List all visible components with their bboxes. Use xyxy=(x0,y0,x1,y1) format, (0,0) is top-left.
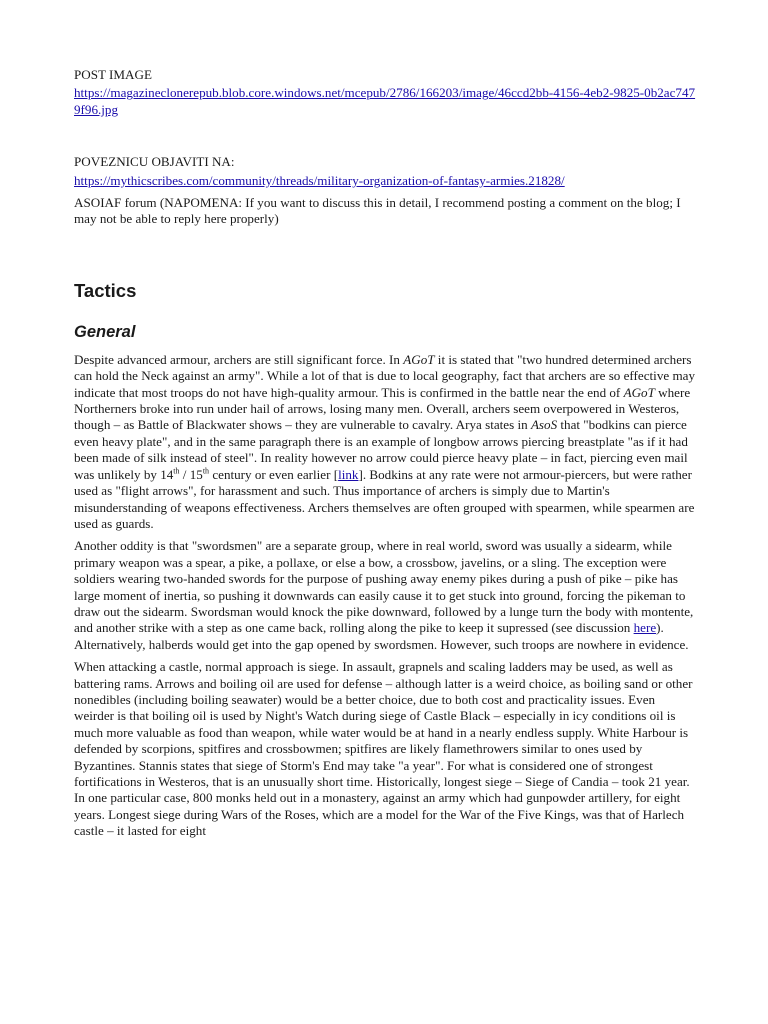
text-run: ]. Bodkins at any rate were not armour-piercers, but were rather used as "flight arrows", for harassment and such. Thus importance of archers is simply due to Martin's misunderstanding of weapons effectiveness. Archers themselves are often grouped with spearmen, while spearmen are used as guards. xyxy=(74,466,695,531)
forum-note: ASOIAF forum (NAPOMENA: If you want to discuss this in detail, I recommend posting a comment on the blog; I may not be able to reply here properly) xyxy=(74,195,681,227)
subsection-heading-general: General xyxy=(74,322,136,341)
text-run: / 15 xyxy=(179,466,203,482)
text-run: where Northerners broke into run under hail of arrows, losing many men. Overall, archers seem overpowered in Westeros, though – as Battle of Blackwater shows – they are vulnerable to cavalry. Arya states in xyxy=(74,384,691,433)
book-title-italic: AsoS xyxy=(530,417,558,433)
share-link-url-paragraph xyxy=(74,173,696,189)
spacer xyxy=(74,118,696,154)
post-image-url-paragraph xyxy=(74,85,696,118)
post-image-link[interactable]: https://magazineclonerepub.blob.core.windows.net/mcepub/2786/166203/image/46ccd2bb-4156-4eb2-9825-0b2ac7479f96.jpg xyxy=(74,85,696,117)
share-link-label: POVEZNICU OBJAVITI NA: xyxy=(74,154,235,170)
text-run: century or even earlier [ xyxy=(209,466,339,482)
superscript: th xyxy=(202,466,210,476)
text-run: ). Alternatively, halberds would get into the gap opened by swordsmen. However, such troops are nowhere in evidence. xyxy=(74,620,689,652)
book-title-italic: AGoT xyxy=(403,351,435,367)
section-heading-tactics: Tactics xyxy=(74,279,137,301)
text-run: Despite advanced armour, archers are still significant force. In xyxy=(74,351,404,367)
text-run: Another oddity is that "swordsmen" are a separate group, where in real world, sword was usually a sidearm, while primary weapon was a spear, a pike, a pollaxe, or else a bow, a crossbow, javelins, or a sling. The exception were soldiers wearing two-handed swords for the purpose of pushing away enemy pikes during a push of pike – pike has large moment of inertia, so pushing it downwards can easily cause it to get stuck into ground, forcing the pikeman to draw out the sidearm. Swordsman would knock the pike downward, followed by a lunge turn the body with montente, and another strike with a step as one came back, rolling along the pike to keep it supressed (see discussion xyxy=(74,538,694,636)
forum-link[interactable]: https://mythicscribes.com/community/threads/military-organization-of-fantasy-armies.21828/ xyxy=(74,172,565,188)
book-title-italic: AGoT xyxy=(623,384,655,400)
article-body xyxy=(74,352,696,840)
post-image-label: POST IMAGE xyxy=(74,67,152,82)
superscript: th xyxy=(173,466,180,476)
text-run: that "bodkins can pierce even heavy plate", and in the same paragraph there is an example of longbow arrows piercing breastplate "as if it had been made of silk instead of steel". In reality however no arrow could pierce heavy plate – in fact, piercing even mail was unlikely by 14 xyxy=(74,417,688,482)
inline-link[interactable]: link xyxy=(338,466,359,482)
paragraph-swordsmen xyxy=(74,538,696,653)
inline-link[interactable]: here xyxy=(633,620,657,636)
paragraph-archers xyxy=(74,352,696,532)
paragraph-siege: When attacking a castle, normal approach is siege. In assault, grapnels and scaling ladders may be used, as well as battering rams. Arrows and boiling oil are used for defense – although latter is a weird choice, as boiling sand or other nonedibles (including boiling seawater) would be a better choice, due to both cost and practicality issues. Even weirder is that boiling oil is used by Night's Watch during siege of Castle Black – especially in icy conditions oil is much more valuable as food than weapon, while water would be at hand in a nearly endless supply. White Harbour is defended by scorpions, spitfires and crossbowmen; spitfires are likely flamethrowers similar to ones used by Byzantines. Stannis states that siege of Storm's End may take "a year". For what is considered one of strongest fortifications in Westeros, that is an unusually short time. Historically, longest siege – Siege of Candia – took 21 year. In one particular case, 800 monks held out in a monastery, against an army which had gunpowder artillery, for eight years. Longest siege during Wars of the Roses, which are a model for the War of the Five Kings, was that of Harlech castle – it lasted for eight xyxy=(74,659,693,839)
text-run: it is stated that "two hundred determined archers can hold the Neck against an army". While a lot of that is due to local geography, fact that archers are so effective may indicate that most troops do not have high-quality armour. This is confirmed in the battle near the end of xyxy=(74,351,695,400)
